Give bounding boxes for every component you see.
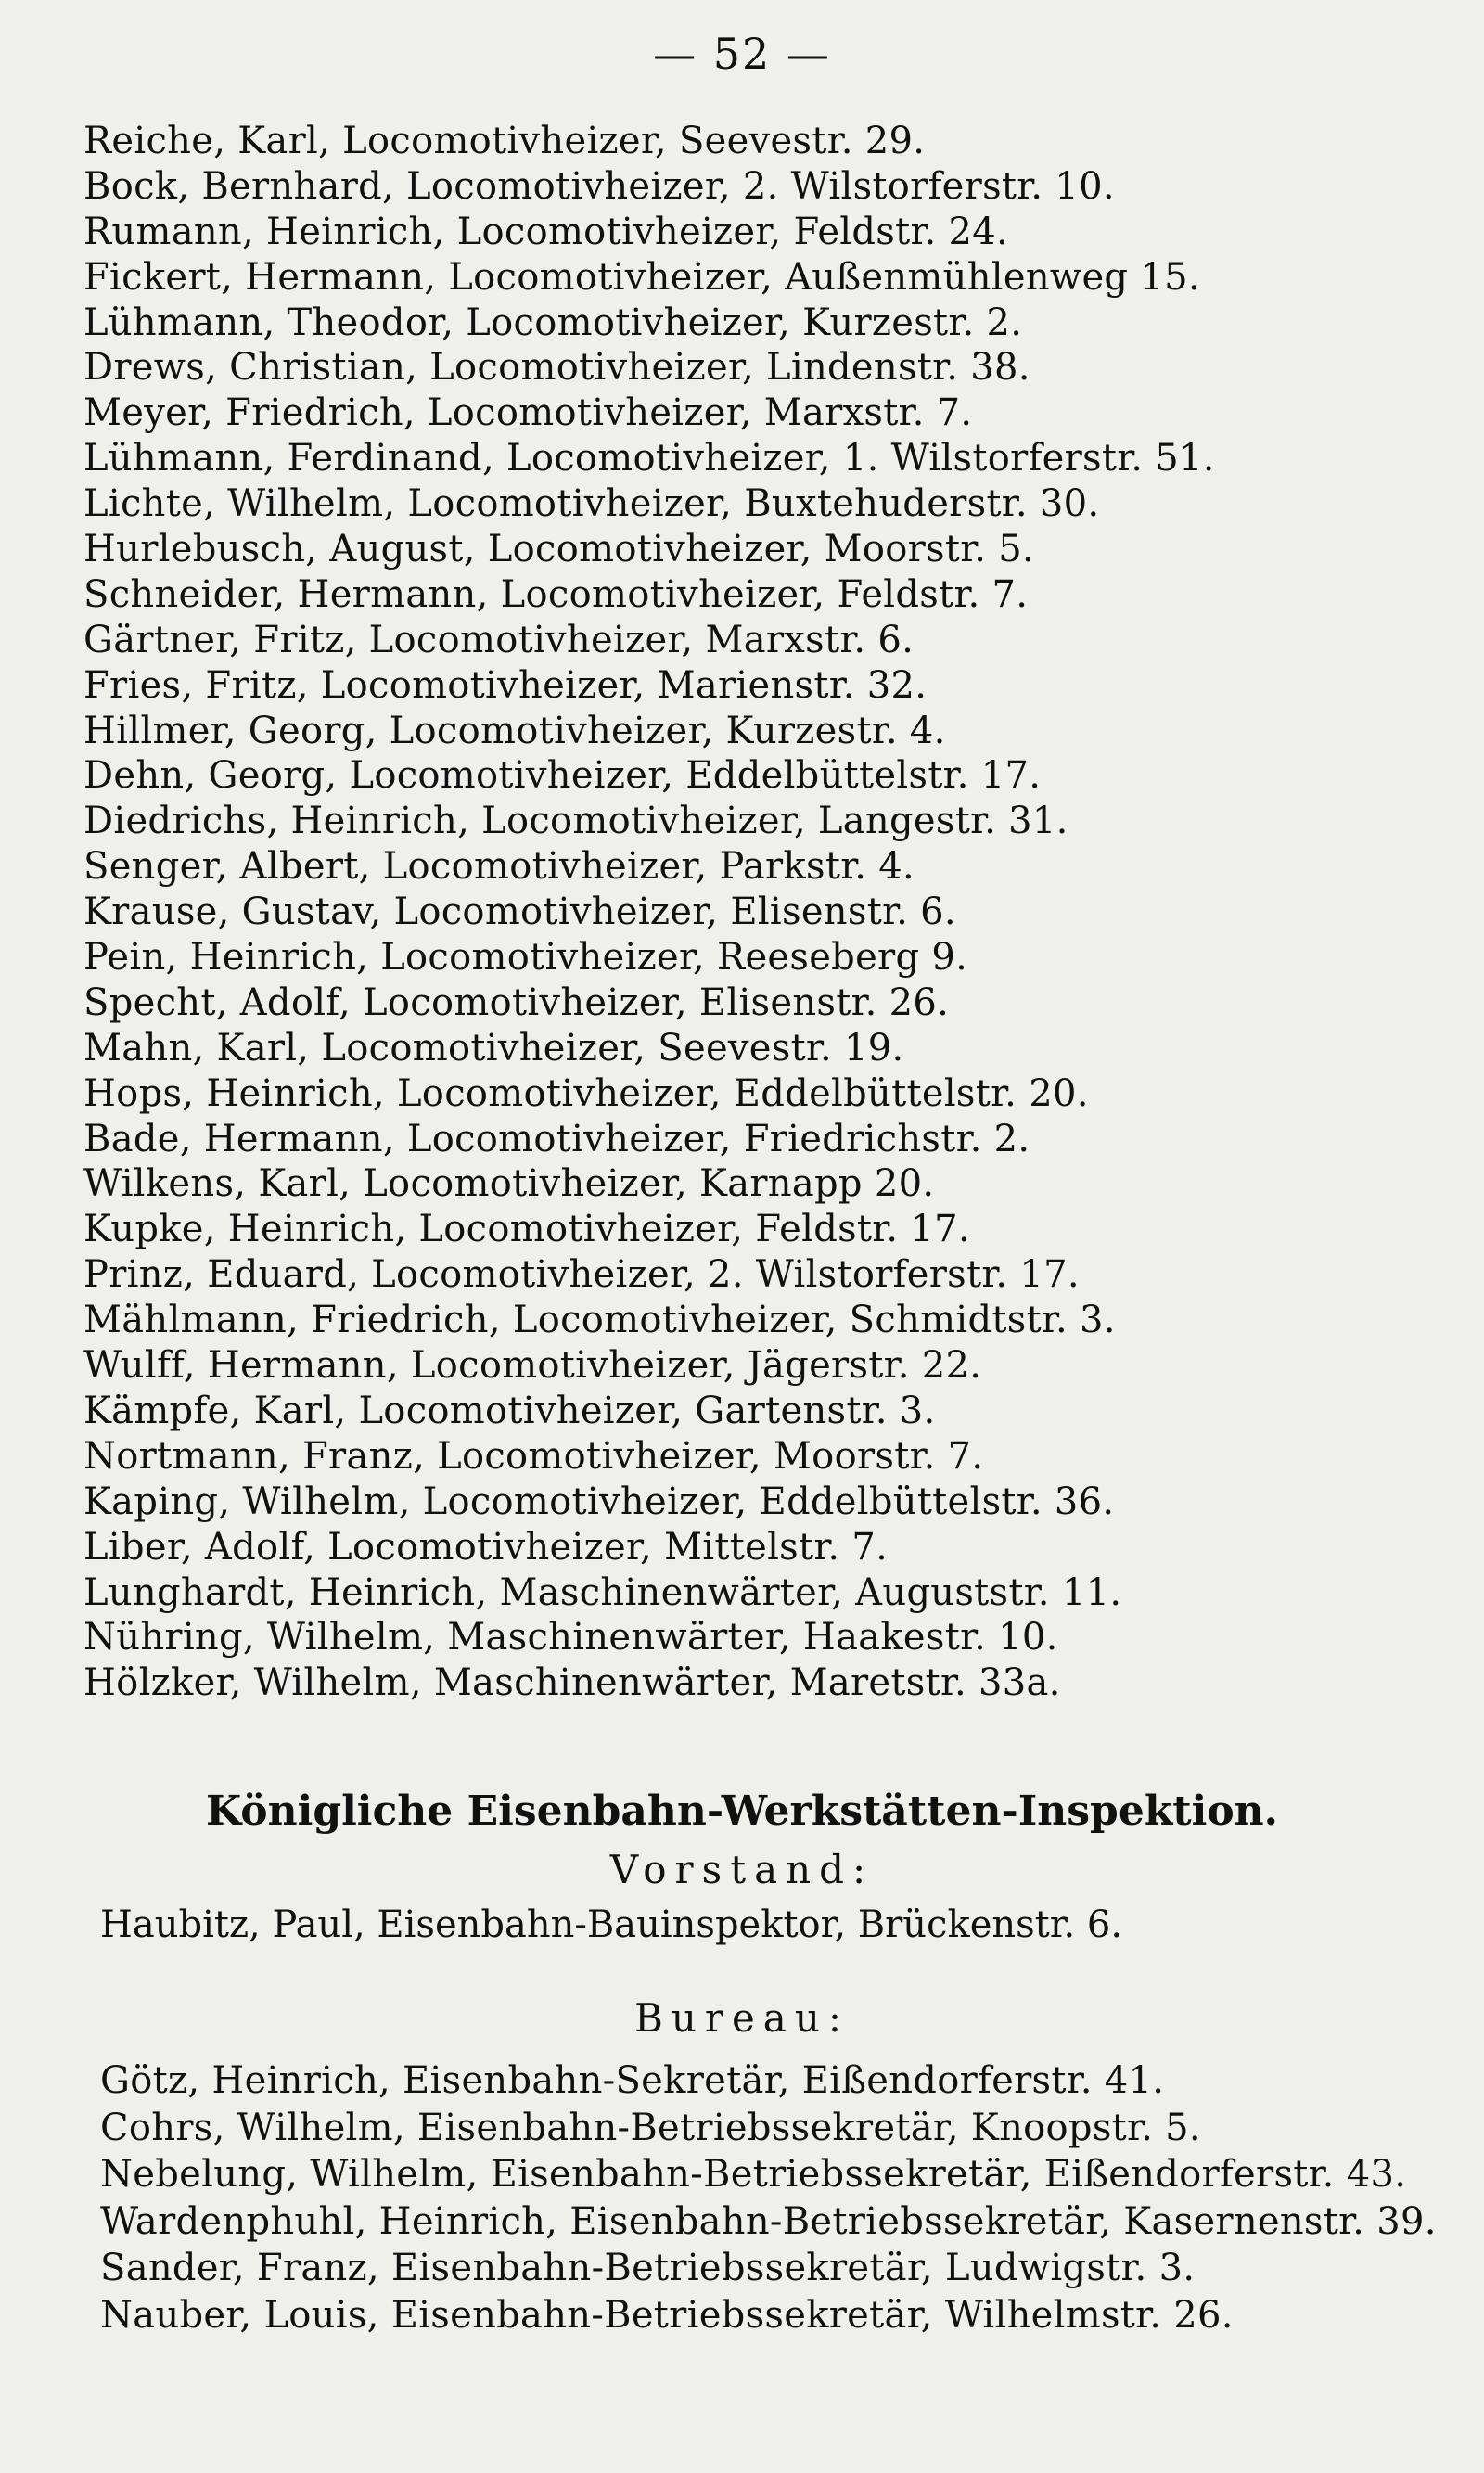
directory-entry: Lunghardt, Heinrich, Maschinenwärter, Auguststr. 11. xyxy=(83,1570,1122,1614)
directory-entry: Gärtner, Fritz, Locomotivheizer, Marxstr. 6. xyxy=(83,618,915,661)
bureau-list xyxy=(100,2057,1437,2338)
directory-entry: Krause, Gustav, Locomotivheizer, Elisenstr. 6. xyxy=(83,891,956,934)
bureau-entry: Cohrs, Wilhelm, Eisenbahn-Betriebssekretär, Knoopstr. 5. xyxy=(100,2106,1201,2149)
page-number: — 52 — xyxy=(653,29,831,79)
directory-entry: Schneider, Hermann, Locomotivheizer, Feldstr. 7. xyxy=(83,572,1029,616)
section-title: Königliche Eisenbahn-Werkstätten-Inspektion. xyxy=(205,1787,1278,1835)
vorstand-heading: Vorstand: xyxy=(609,1847,875,1892)
directory-entry: Wilkens, Karl, Locomotivheizer, Karnapp 20. xyxy=(83,1162,935,1206)
directory-entry: Wulff, Hermann, Locomotivheizer, Jägerstr. 22. xyxy=(83,1344,982,1388)
directory-entry: Hops, Heinrich, Locomotivheizer, Eddelbüttelstr. 20. xyxy=(83,1071,1089,1115)
directory-list xyxy=(83,119,1419,1706)
directory-entry: Mahn, Karl, Locomotivheizer, Seevestr. 19. xyxy=(83,1026,904,1070)
directory-entry: Hurlebusch, August, Locomotivheizer, Moorstr. 5. xyxy=(83,528,1035,571)
directory-entry: Hölzker, Wilhelm, Maschinenwärter, Maretstr. 33a. xyxy=(83,1661,1061,1705)
directory-entry: Hillmer, Georg, Locomotivheizer, Kurzestr. 4. xyxy=(83,709,946,752)
directory-entry: Prinz, Eduard, Locomotivheizer, 2. Wilstorferstr. 17. xyxy=(83,1253,1080,1297)
directory-entry: Rumann, Heinrich, Locomotivheizer, Feldstr. 24. xyxy=(83,210,1009,253)
directory-entry: Reiche, Karl, Locomotivheizer, Seevestr. 29. xyxy=(83,120,926,162)
bureau-entry: Sander, Franz, Eisenbahn-Betriebssekretär, Ludwigstr. 3. xyxy=(100,2247,1196,2289)
directory-entry: Fries, Fritz, Locomotivheizer, Marienstr. 32. xyxy=(83,663,928,707)
directory-entry: Bade, Hermann, Locomotivheizer, Friedrichstr. 2. xyxy=(83,1117,1030,1160)
bureau-entry: Götz, Heinrich, Eisenbahn-Sekretär, Eißendorferstr. 41. xyxy=(100,2059,1165,2102)
directory-entry: Fickert, Hermann, Locomotivheizer, Außenmühlenweg 15. xyxy=(83,255,1200,299)
directory-entry: Kämpfe, Karl, Locomotivheizer, Gartenstr. 3. xyxy=(83,1389,936,1432)
directory-entry: Lichte, Wilhelm, Locomotivheizer, Buxtehuderstr. 30. xyxy=(83,482,1100,526)
directory-entry: Nühring, Wilhelm, Maschinenwärter, Haakestr. 10. xyxy=(83,1616,1058,1659)
directory-entry: Lühmann, Ferdinand, Locomotivheizer, 1. Wilstorferstr. 51. xyxy=(83,437,1215,481)
directory-entry: Meyer, Friedrich, Locomotivheizer, Marxstr. 7. xyxy=(83,391,973,435)
bureau-entry: Nebelung, Wilhelm, Eisenbahn-Betriebssekretär, Eißendorferstr. 43. xyxy=(100,2153,1407,2196)
directory-entry: Pein, Heinrich, Locomotivheizer, Reeseberg 9. xyxy=(83,936,968,980)
directory-entry: Kupke, Heinrich, Locomotivheizer, Feldstr. 17. xyxy=(83,1208,970,1251)
directory-entry: Kaping, Wilhelm, Locomotivheizer, Eddelbüttelstr. 36. xyxy=(83,1480,1115,1523)
directory-entry: Specht, Adolf, Locomotivheizer, Elisenstr. 26. xyxy=(83,980,950,1024)
vorstand-entry: Haubitz, Paul, Eisenbahn-Bauinspektor, Brückenstr. 6. xyxy=(100,1903,1123,1946)
bureau-entry: Nauber, Louis, Eisenbahn-Betriebssekretär, Wilhelmstr. 26. xyxy=(100,2293,1234,2337)
directory-entry: Drews, Christian, Locomotivheizer, Lindenstr. 38. xyxy=(83,346,1030,390)
directory-entry: Dehn, Georg, Locomotivheizer, Eddelbüttelstr. 17. xyxy=(83,754,1042,798)
directory-entry: Mählmann, Friedrich, Locomotivheizer, Schmidtstr. 3. xyxy=(83,1299,1116,1342)
directory-entry: Diedrichs, Heinrich, Locomotivheizer, Langestr. 31. xyxy=(83,800,1068,843)
directory-entry: Senger, Albert, Locomotivheizer, Parkstr. 4. xyxy=(83,845,915,889)
bureau-heading: Bureau: xyxy=(633,1995,851,2041)
bureau-entry: Wardenphuhl, Heinrich, Eisenbahn-Betriebssekretär, Kasernenstr. 39. xyxy=(100,2199,1437,2243)
directory-entry: Nortmann, Franz, Locomotivheizer, Moorstr. 7. xyxy=(83,1434,984,1478)
directory-entry: Bock, Bernhard, Locomotivheizer, 2. Wilstorferstr. 10. xyxy=(83,164,1115,208)
directory-entry: Liber, Adolf, Locomotivheizer, Mittelstr. 7. xyxy=(83,1525,889,1569)
directory-entry: Lühmann, Theodor, Locomotivheizer, Kurzestr. 2. xyxy=(83,301,1023,344)
